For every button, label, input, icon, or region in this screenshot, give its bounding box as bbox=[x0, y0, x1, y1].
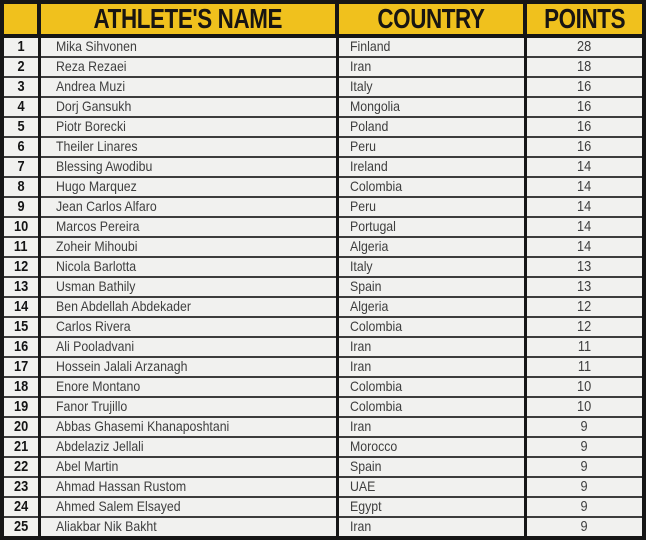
country-value: Italy bbox=[349, 78, 373, 94]
rank-cell bbox=[2, 317, 39, 337]
rank-value: 18 bbox=[13, 379, 28, 395]
points-cell bbox=[525, 297, 644, 317]
athlete-name-cell bbox=[39, 297, 337, 317]
rank-value: 14 bbox=[13, 299, 28, 315]
rank-value: 8 bbox=[17, 179, 25, 195]
points-value: 9 bbox=[580, 419, 588, 435]
rank-value: 5 bbox=[17, 119, 25, 135]
country-cell bbox=[337, 477, 525, 497]
athlete-name-value: Jean Carlos Alfaro bbox=[55, 198, 157, 214]
rank-value: 13 bbox=[13, 279, 28, 295]
athlete-name-value: Usman Bathily bbox=[55, 278, 135, 294]
points-value: 13 bbox=[577, 259, 592, 275]
athlete-name-cell bbox=[39, 217, 337, 237]
table-row bbox=[2, 437, 644, 457]
athlete-name-cell bbox=[39, 197, 337, 217]
table-row bbox=[2, 237, 644, 257]
table-row bbox=[2, 77, 644, 97]
table-row bbox=[2, 257, 644, 277]
table-row bbox=[2, 157, 644, 177]
header-country bbox=[337, 2, 525, 36]
athlete-name-cell bbox=[39, 337, 337, 357]
points-value: 16 bbox=[577, 119, 592, 135]
points-value: 14 bbox=[577, 159, 592, 175]
points-cell bbox=[525, 137, 644, 157]
points-cell bbox=[525, 157, 644, 177]
table-row bbox=[2, 97, 644, 117]
athlete-name-value: Blessing Awodibu bbox=[55, 158, 152, 174]
athlete-name-value: Ahmad Hassan Rustom bbox=[55, 478, 186, 494]
country-value: Poland bbox=[349, 118, 388, 134]
table-row bbox=[2, 337, 644, 357]
rank-cell bbox=[2, 137, 39, 157]
country-cell bbox=[337, 57, 525, 77]
table-body bbox=[2, 36, 644, 538]
athlete-name-cell bbox=[39, 36, 337, 57]
points-value: 10 bbox=[577, 379, 592, 395]
points-cell bbox=[525, 97, 644, 117]
rank-value: 12 bbox=[13, 259, 28, 275]
points-cell bbox=[525, 317, 644, 337]
rank-cell bbox=[2, 457, 39, 477]
athlete-name-value: Andrea Muzi bbox=[55, 78, 125, 94]
rank-value: 25 bbox=[13, 519, 28, 535]
points-cell bbox=[525, 377, 644, 397]
table-row bbox=[2, 357, 644, 377]
points-value: 12 bbox=[577, 299, 592, 315]
country-cell bbox=[337, 217, 525, 237]
points-value: 9 bbox=[580, 519, 588, 535]
points-cell bbox=[525, 397, 644, 417]
rank-value: 21 bbox=[13, 439, 28, 455]
rank-value: 1 bbox=[17, 39, 25, 55]
country-cell bbox=[337, 397, 525, 417]
rank-cell bbox=[2, 157, 39, 177]
points-cell bbox=[525, 477, 644, 497]
header-rank bbox=[2, 2, 39, 36]
country-value: Algeria bbox=[349, 238, 388, 254]
country-cell bbox=[337, 77, 525, 97]
table-row bbox=[2, 457, 644, 477]
table-row bbox=[2, 477, 644, 497]
country-value: Colombia bbox=[349, 398, 402, 414]
country-value: Italy bbox=[349, 258, 373, 274]
athlete-name-cell bbox=[39, 57, 337, 77]
country-cell bbox=[337, 277, 525, 297]
country-value: Mongolia bbox=[349, 98, 400, 114]
points-cell bbox=[525, 117, 644, 137]
rank-cell bbox=[2, 377, 39, 397]
points-cell bbox=[525, 77, 644, 97]
athlete-name-value: Fanor Trujillo bbox=[55, 398, 127, 414]
points-cell bbox=[525, 177, 644, 197]
country-value: Algeria bbox=[349, 298, 388, 314]
athlete-name-cell bbox=[39, 477, 337, 497]
athlete-name-cell bbox=[39, 117, 337, 137]
country-value: Iran bbox=[349, 58, 371, 74]
points-cell bbox=[525, 277, 644, 297]
athlete-name-value: Ahmed Salem Elsayed bbox=[55, 498, 181, 514]
table-row bbox=[2, 417, 644, 437]
athlete-name-value: Hugo Marquez bbox=[55, 178, 137, 194]
rank-value: 3 bbox=[17, 79, 25, 95]
rank-cell bbox=[2, 437, 39, 457]
athlete-name-cell bbox=[39, 157, 337, 177]
points-cell bbox=[525, 437, 644, 457]
points-value: 9 bbox=[580, 499, 588, 515]
table-row bbox=[2, 277, 644, 297]
points-value: 10 bbox=[577, 399, 592, 415]
athlete-name-value: Piotr Borecki bbox=[55, 118, 126, 134]
athlete-name-cell bbox=[39, 317, 337, 337]
country-value: Finland bbox=[349, 38, 390, 54]
table-row bbox=[2, 57, 644, 77]
athlete-name-cell bbox=[39, 277, 337, 297]
points-cell bbox=[525, 497, 644, 517]
athlete-name-value: Ben Abdellah Abdekader bbox=[55, 298, 191, 314]
rank-cell bbox=[2, 197, 39, 217]
points-value: 14 bbox=[577, 219, 592, 235]
points-cell bbox=[525, 257, 644, 277]
country-value: Iran bbox=[349, 338, 371, 354]
country-cell bbox=[337, 297, 525, 317]
points-value: 9 bbox=[580, 479, 588, 495]
table-row bbox=[2, 517, 644, 538]
header-athlete-name-label: ATHLETE'S NAME bbox=[93, 3, 283, 34]
athlete-name-cell bbox=[39, 377, 337, 397]
country-cell bbox=[337, 36, 525, 57]
rank-cell bbox=[2, 477, 39, 497]
country-cell bbox=[337, 497, 525, 517]
header-athlete-name bbox=[39, 2, 337, 36]
athlete-name-cell bbox=[39, 437, 337, 457]
points-value: 9 bbox=[580, 459, 588, 475]
country-value: Peru bbox=[349, 198, 376, 214]
points-cell bbox=[525, 197, 644, 217]
rank-value: 24 bbox=[13, 499, 28, 515]
table-row bbox=[2, 197, 644, 217]
rank-cell bbox=[2, 417, 39, 437]
rank-cell bbox=[2, 357, 39, 377]
rank-cell bbox=[2, 257, 39, 277]
athlete-name-cell bbox=[39, 397, 337, 417]
country-cell bbox=[337, 97, 525, 117]
country-value: Spain bbox=[349, 278, 382, 294]
country-value: Colombia bbox=[349, 378, 402, 394]
country-value: UAE bbox=[349, 478, 375, 494]
country-cell bbox=[337, 177, 525, 197]
points-value: 14 bbox=[577, 239, 592, 255]
table-row bbox=[2, 397, 644, 417]
rank-value: 15 bbox=[13, 319, 28, 335]
athlete-name-value: Zoheir Mihoubi bbox=[55, 238, 137, 254]
country-cell bbox=[337, 197, 525, 217]
rank-value: 11 bbox=[13, 239, 28, 255]
athlete-name-cell bbox=[39, 237, 337, 257]
points-cell bbox=[525, 57, 644, 77]
athlete-name-cell bbox=[39, 177, 337, 197]
country-value: Iran bbox=[349, 518, 371, 534]
table-row bbox=[2, 217, 644, 237]
athlete-name-cell bbox=[39, 357, 337, 377]
athlete-name-value: Abdelaziz Jellali bbox=[55, 438, 144, 454]
rank-cell bbox=[2, 117, 39, 137]
rank-cell bbox=[2, 36, 39, 57]
athlete-name-value: Nicola Barlotta bbox=[55, 258, 136, 274]
table-row bbox=[2, 36, 644, 57]
rank-cell bbox=[2, 297, 39, 317]
athlete-name-cell bbox=[39, 97, 337, 117]
country-cell bbox=[337, 377, 525, 397]
points-value: 16 bbox=[577, 79, 592, 95]
country-cell bbox=[337, 237, 525, 257]
country-cell bbox=[337, 137, 525, 157]
points-value: 16 bbox=[577, 99, 592, 115]
country-value: Ireland bbox=[349, 158, 388, 174]
points-value: 14 bbox=[577, 199, 592, 215]
table-row bbox=[2, 377, 644, 397]
rank-cell bbox=[2, 237, 39, 257]
athlete-name-cell bbox=[39, 497, 337, 517]
country-cell bbox=[337, 157, 525, 177]
points-value: 9 bbox=[580, 439, 588, 455]
country-value: Iran bbox=[349, 418, 371, 434]
table-row bbox=[2, 497, 644, 517]
athlete-name-value: Ali Pooladvani bbox=[55, 338, 134, 354]
rank-value: 7 bbox=[17, 159, 25, 175]
rank-value: 6 bbox=[17, 139, 25, 155]
table-row bbox=[2, 117, 644, 137]
athlete-name-value: Theiler Linares bbox=[55, 138, 137, 154]
country-cell bbox=[337, 357, 525, 377]
rank-cell bbox=[2, 77, 39, 97]
rank-value: 2 bbox=[17, 59, 25, 75]
athlete-name-value: Aliakbar Nik Bakht bbox=[55, 518, 157, 534]
athlete-name-value: Marcos Pereira bbox=[55, 218, 140, 234]
rank-cell bbox=[2, 177, 39, 197]
points-cell bbox=[525, 517, 644, 538]
rank-cell bbox=[2, 397, 39, 417]
points-cell bbox=[525, 337, 644, 357]
rank-value: 9 bbox=[17, 199, 25, 215]
country-cell bbox=[337, 257, 525, 277]
points-cell bbox=[525, 357, 644, 377]
athlete-name-value: Enore Montano bbox=[55, 378, 140, 394]
points-cell bbox=[525, 457, 644, 477]
points-cell bbox=[525, 217, 644, 237]
country-cell bbox=[337, 517, 525, 538]
table-header-row bbox=[2, 2, 644, 36]
rank-cell bbox=[2, 337, 39, 357]
header-country-label: COUNTRY bbox=[377, 3, 485, 34]
rank-value: 4 bbox=[17, 99, 25, 115]
country-cell bbox=[337, 457, 525, 477]
athlete-name-value: Reza Rezaei bbox=[55, 58, 127, 74]
rank-value: 23 bbox=[13, 479, 28, 495]
points-cell bbox=[525, 417, 644, 437]
country-value: Morocco bbox=[349, 438, 397, 454]
country-value: Spain bbox=[349, 458, 382, 474]
athlete-name-cell bbox=[39, 257, 337, 277]
country-value: Egypt bbox=[349, 498, 382, 514]
athlete-name-cell bbox=[39, 77, 337, 97]
table-row bbox=[2, 297, 644, 317]
points-value: 18 bbox=[577, 59, 592, 75]
athlete-name-value: Dorj Gansukh bbox=[55, 98, 131, 114]
athlete-name-value: Mika Sihvonen bbox=[55, 38, 137, 54]
athlete-name-value: Carlos Rivera bbox=[55, 318, 131, 334]
rank-cell bbox=[2, 97, 39, 117]
table-row bbox=[2, 177, 644, 197]
country-value: Iran bbox=[349, 358, 371, 374]
athlete-name-value: Hossein Jalali Arzanagh bbox=[55, 358, 187, 374]
rank-value: 19 bbox=[13, 399, 28, 415]
table-row bbox=[2, 137, 644, 157]
rank-cell bbox=[2, 217, 39, 237]
athlete-name-cell bbox=[39, 137, 337, 157]
country-value: Colombia bbox=[349, 178, 402, 194]
header-points bbox=[525, 2, 644, 36]
rank-cell bbox=[2, 57, 39, 77]
rank-value: 10 bbox=[13, 219, 28, 235]
country-cell bbox=[337, 117, 525, 137]
country-value: Peru bbox=[349, 138, 376, 154]
athlete-name-value: Abel Martin bbox=[55, 458, 118, 474]
athlete-name-value: Abbas Ghasemi Khanaposhtani bbox=[55, 418, 229, 434]
country-cell bbox=[337, 437, 525, 457]
athlete-name-cell bbox=[39, 517, 337, 538]
rank-value: 22 bbox=[13, 459, 28, 475]
points-value: 12 bbox=[577, 319, 592, 335]
points-cell bbox=[525, 237, 644, 257]
table-row bbox=[2, 317, 644, 337]
country-cell bbox=[337, 337, 525, 357]
rank-cell bbox=[2, 277, 39, 297]
points-value: 11 bbox=[577, 359, 591, 375]
rank-value: 16 bbox=[13, 339, 28, 355]
header-points-label: POINTS bbox=[543, 3, 625, 34]
points-value: 11 bbox=[577, 339, 591, 355]
rank-cell bbox=[2, 517, 39, 538]
athlete-name-cell bbox=[39, 417, 337, 437]
points-cell bbox=[525, 36, 644, 57]
country-cell bbox=[337, 317, 525, 337]
rank-value: 17 bbox=[13, 359, 28, 375]
country-value: Colombia bbox=[349, 318, 402, 334]
points-value: 14 bbox=[577, 179, 592, 195]
points-value: 13 bbox=[577, 279, 592, 295]
country-value: Portugal bbox=[349, 218, 396, 234]
rank-value: 20 bbox=[13, 419, 28, 435]
country-cell bbox=[337, 417, 525, 437]
athlete-name-cell bbox=[39, 457, 337, 477]
points-value: 28 bbox=[577, 39, 592, 55]
rank-cell bbox=[2, 497, 39, 517]
points-value: 16 bbox=[577, 139, 592, 155]
